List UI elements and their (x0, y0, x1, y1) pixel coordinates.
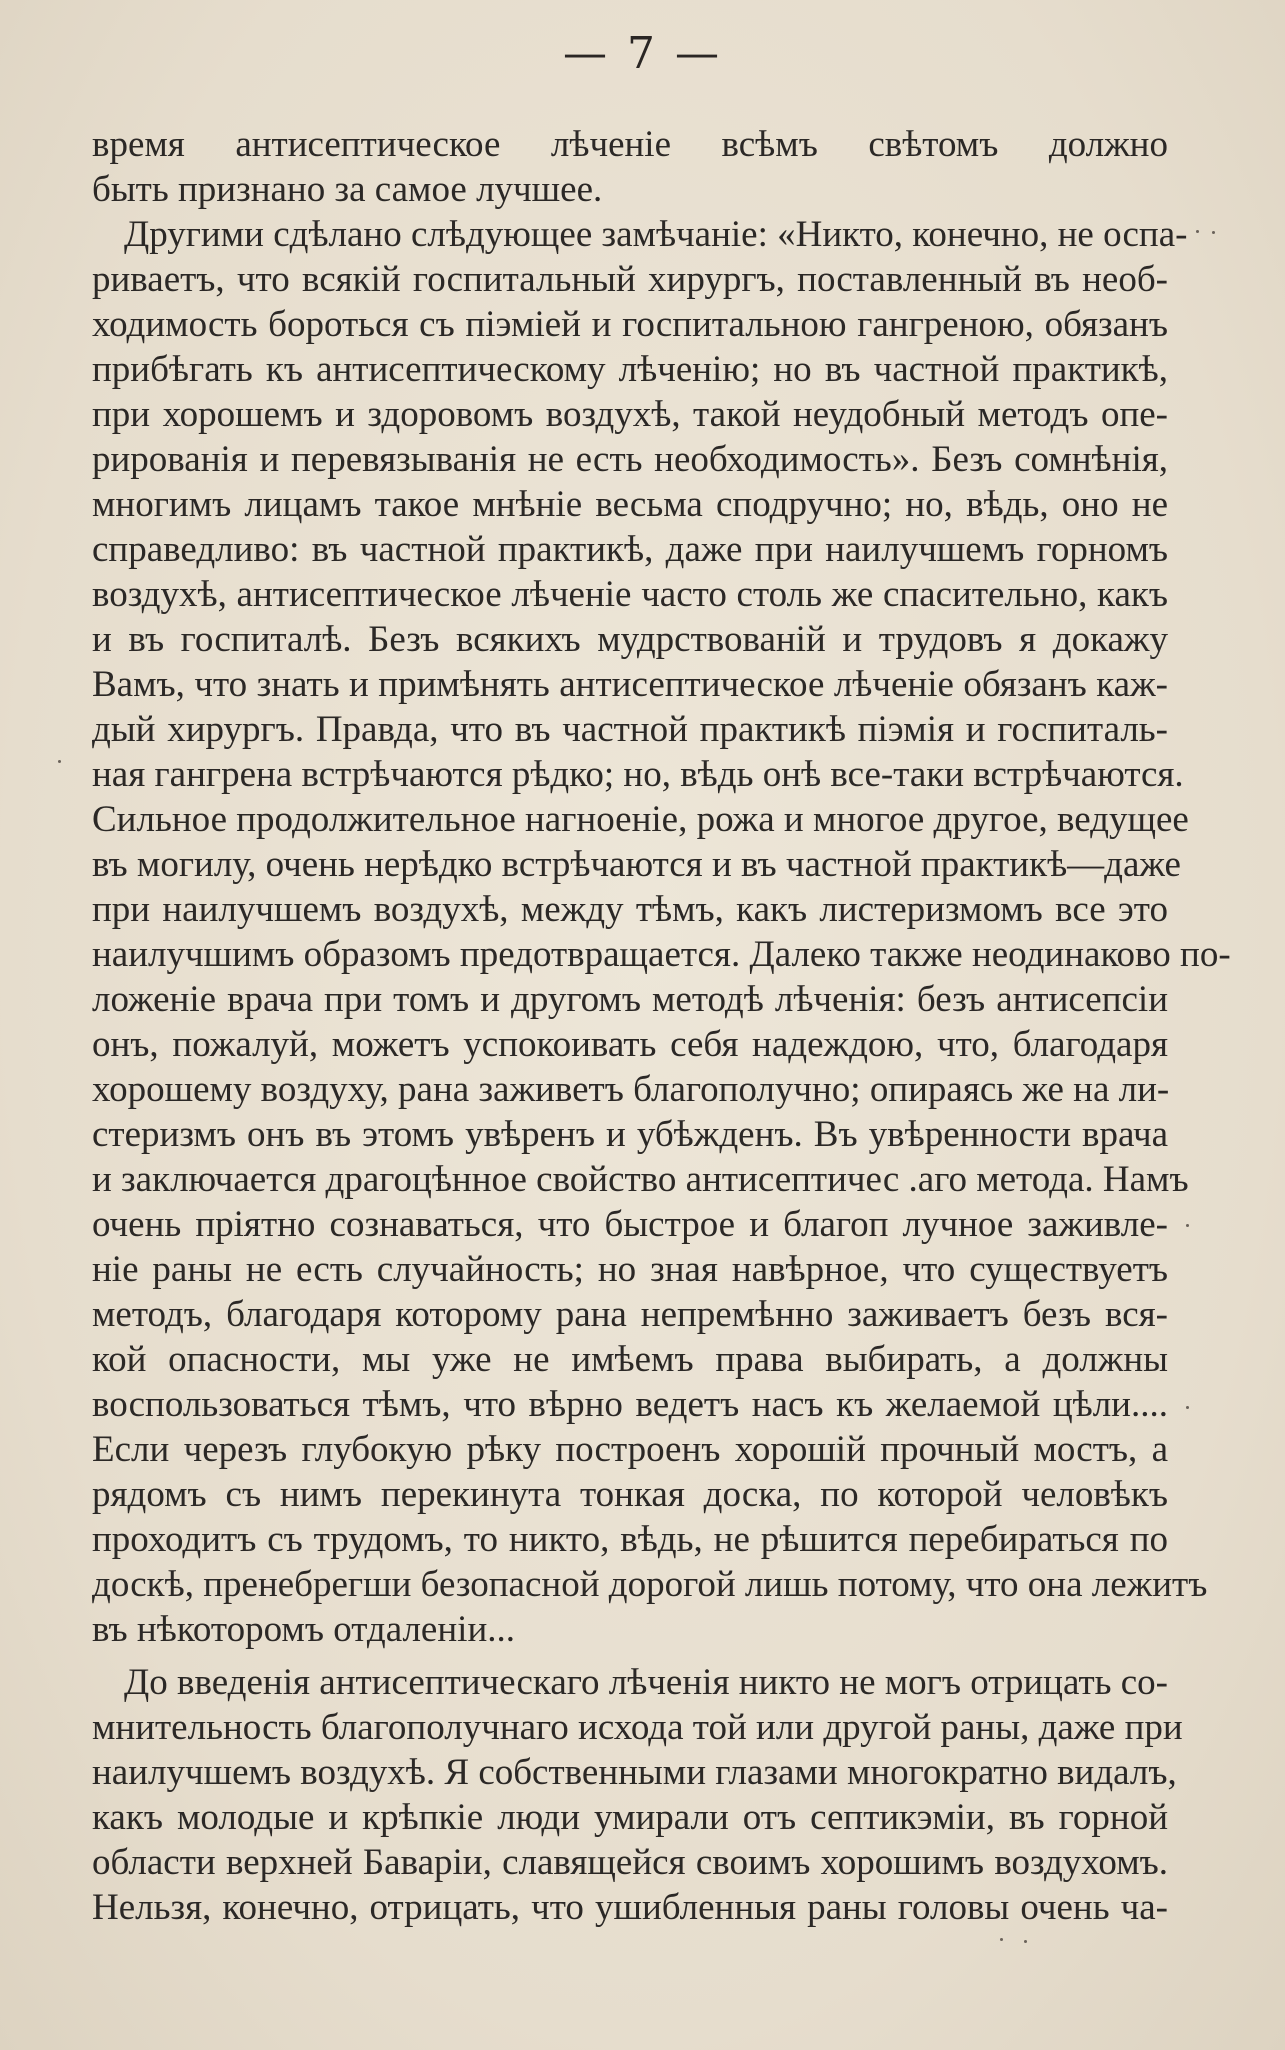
text-line: въ могилу, очень нерѣдко встрѣчаются и въ частной практикѣ—даже (92, 844, 1181, 885)
print-speck (1186, 1406, 1189, 1409)
print-speck (1024, 1940, 1027, 1943)
text-line: области верхней Баваріи, славящейся своимъ хорошимъ воздухомъ. (92, 1842, 1168, 1883)
text-line: ложеніе врача при томъ и другомъ методѣ лѣченія: безъ антисепсіи (92, 979, 1168, 1020)
text-line: какъ молодые и крѣпкіе люди умирали отъ септикэміи, въ горной (92, 1797, 1168, 1838)
text-line: прибѣгать къ антисептическому лѣченію; но въ частной практикѣ, (92, 349, 1168, 390)
text-line: Если черезъ глубокую рѣку построенъ хорошій прочный мостъ, а (92, 1429, 1168, 1470)
text-line: риваетъ, что всякій госпитальный хирургъ, поставленный въ необ- (92, 259, 1168, 300)
text-line: Другими сдѣлано слѣдующее замѣчаніе: «Никто, конечно, не оспа- (124, 214, 1188, 255)
text-line: Нельзя, конечно, отрицать, что ушибленныя раны головы очень ча- (92, 1887, 1168, 1928)
print-speck (1196, 230, 1199, 233)
text-line: Сильное продолжительное нагноеніе, рожа и многое другое, ведущее (92, 799, 1189, 840)
text-line: ходимость бороться съ піэміей и госпитальною гангреною, обязанъ (92, 304, 1168, 345)
text-line: методъ, благодаря которому рана непремѣнно заживаетъ безъ вся- (92, 1294, 1168, 1335)
text-line: ная гангрена встрѣчаются рѣдко; но, вѣдь онѣ все-таки встрѣчаются. (92, 754, 1184, 795)
text-line: стеризмъ онъ въ этомъ увѣренъ и убѣжденъ. Въ увѣренности врача (92, 1114, 1168, 1155)
text-line: онъ, пожалуй, можетъ успокоивать себя надеждою, что, благодаря (92, 1024, 1168, 1065)
text-line: воспользоваться тѣмъ, что вѣрно ведетъ насъ къ желаемой цѣли.... (92, 1384, 1168, 1425)
body-text (92, 122, 1231, 1930)
text-line: кой опасности, мы уже не имѣемъ права выбирать, а должны (92, 1339, 1168, 1380)
text-line: проходитъ съ трудомъ, то никто, вѣдь, не рѣшится перебираться по (92, 1519, 1168, 1560)
text-line: Вамъ, что знать и примѣнять антисептическое лѣченіе обязанъ каж- (92, 664, 1168, 705)
page-number: — 7 — (563, 28, 722, 79)
text-line: при хорошемъ и здоровомъ воздухѣ, такой неудобный методъ опе- (92, 394, 1168, 435)
text-line: рированія и перевязыванія не есть необходимость». Безъ сомнѣнія, (92, 439, 1168, 480)
print-speck (58, 760, 61, 763)
print-speck (1212, 231, 1215, 234)
text-line: въ нѣкоторомъ отдаленіи... (92, 1609, 515, 1650)
text-line: и въ госпиталѣ. Безъ всякихъ мудрствованій и трудовъ я докажу (92, 619, 1168, 660)
text-line: рядомъ съ нимъ перекинута тонкая доска, по которой человѣкъ (92, 1474, 1168, 1515)
text-line: быть признано за самое лучшее. (92, 169, 603, 210)
text-line: наилучшимъ образомъ предотвращается. Далеко также неодинаково по- (92, 934, 1231, 975)
text-line: воздухѣ, антисептическое лѣченіе часто столь же спасительно, какъ (92, 574, 1168, 615)
text-line: мнительность благополучнаго исхода той или другой раны, даже при (92, 1707, 1183, 1748)
text-line: многимъ лицамъ такое мнѣніе весьма сподручно; но, вѣдь, оно не (92, 484, 1168, 525)
text-line: и заключается драгоцѣнное свойство антисептичес .аго метода. Намъ (92, 1159, 1189, 1200)
text-line: при наилучшемъ воздухѣ, между тѣмъ, какъ листеризмомъ все это (92, 889, 1168, 930)
print-speck (1000, 1938, 1003, 1941)
text-line: До введенія антисептическаго лѣченія никто не могъ отрицать со- (124, 1662, 1168, 1703)
text-line: хорошему воздуху, рана заживетъ благополучно; опираясь же на ли- (92, 1069, 1170, 1110)
text-line: ніе раны не есть случайность; но зная навѣрное, что существуетъ (92, 1249, 1168, 1290)
paragraph-gap (92, 1652, 1168, 1660)
text-line: время антисептическое лѣченіе всѣмъ свѣтомъ должно (92, 124, 1168, 165)
text-line: очень пріятно сознаваться, что быстрое и благоп лучное заживле- (92, 1204, 1168, 1245)
text-line: наилучшемъ воздухѣ. Я собственными глазами многократно видалъ, (92, 1752, 1177, 1793)
text-line: справедливо: въ частной практикѣ, даже при наилучшемъ горномъ (92, 529, 1168, 570)
text-line: доскѣ, пренебрегши безопасной дорогой лишь потому, что она лежитъ (92, 1564, 1208, 1605)
text-line: дый хирургъ. Правда, что въ частной практикѣ піэмія и госпиталь- (92, 709, 1168, 750)
print-speck (1186, 1224, 1189, 1227)
